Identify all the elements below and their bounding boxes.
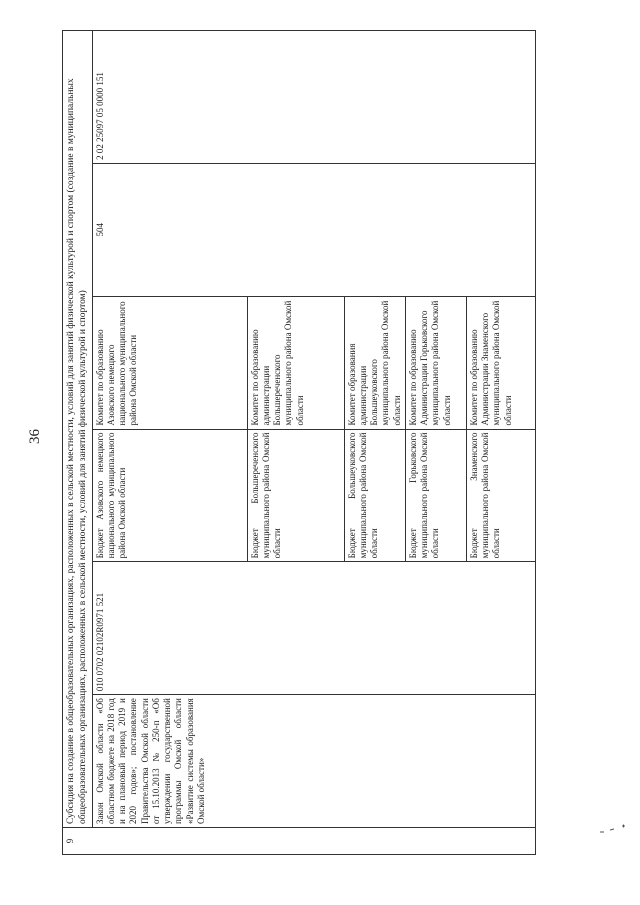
subsidy-header-cell: Субсидия на создание в общеобразовательных организациях, расположенных в сельской местности, условий для занятий физической культурой и спортом (создание в муниципальных общеобразовательных организациях, расположенных в сельской местности, условий для занятий физической культурой и спортом): [63, 31, 93, 828]
table-header-row: [63, 31, 93, 855]
subsidy-table: [62, 30, 536, 855]
page-number: 36: [27, 429, 43, 444]
row-number-cell: 9: [63, 828, 536, 855]
budget-cell: Бюджет Большеуковского муниципального района Омской области: [344, 429, 405, 562]
income-code-cell: 2 02 25097 05 0000 151: [92, 31, 535, 164]
recipient-cell: Комитет по образованию Администрации Горьковского муниципального района Омской области: [405, 296, 466, 429]
budget-cell: Бюджет Знаменского муниципального района Омской области: [466, 429, 535, 562]
budget-cell: Бюджет Большереченского муниципального района Омской области: [247, 429, 344, 562]
admin-code-cell: 504: [92, 163, 535, 296]
recipient-cell: Комитет по образованию администрации Большереченского муниципального района Омской области: [247, 296, 344, 429]
scan-marks-decoration: [598, 818, 634, 838]
budget-cell: Бюджет Горьковского муниципального района Омской области: [405, 429, 466, 562]
budget-cell: Бюджет Азовского немецкого национального муниципального района Омской области: [92, 429, 247, 562]
table-row: [92, 31, 247, 855]
recipient-cell: Комитет образования администрации Большеуковского муниципального района Омской области: [344, 296, 405, 429]
rotated-table-container: [62, 30, 554, 855]
legal-basis-cell: Закон Омской области «Об областном бюджете на 2018 год и на плановый период 2019 и 2020 годов»; постановление Правительства Омской области от 15.10.2013 № 250-п «Об утверждении государственной программы Омской области «Развитие системы образования Омской области»: [92, 695, 535, 828]
budget-code-cell: 010 0702 02102R0971 521: [92, 562, 535, 695]
recipient-cell: Комитет по образованию Администрации Знаменского муниципального района Омской области: [466, 296, 535, 429]
recipient-cell: Комитет по образованию Азовского немецкого национального муниципального района Омской области: [92, 296, 247, 429]
